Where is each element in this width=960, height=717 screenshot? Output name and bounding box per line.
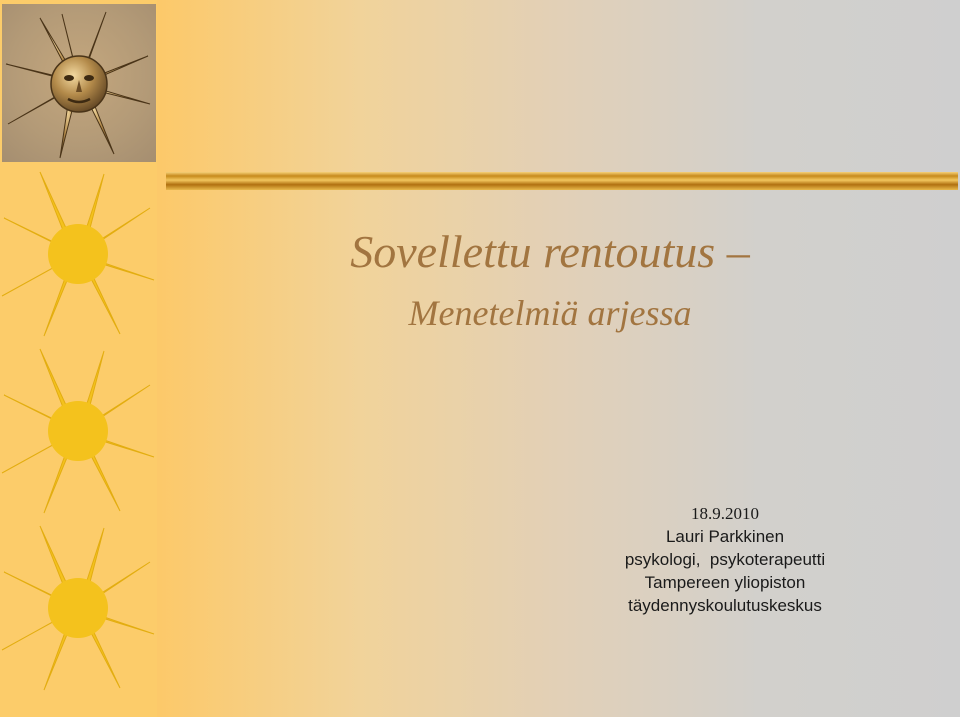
sun-icon (0, 522, 157, 692)
slide-title: Sovellettu rentoutus – (350, 226, 750, 277)
author-name: Lauri Parkkinen (665, 527, 785, 546)
sun-face-photo (2, 4, 156, 162)
gold-divider-bar (166, 172, 958, 190)
institution-line-1: Tampereen yliopiston (644, 573, 806, 592)
sun-icon (0, 168, 157, 338)
presentation-date: 18.9.2010 (691, 504, 759, 523)
sun-icon (0, 345, 157, 515)
slide-subtitle: Menetelmiä arjessa (408, 293, 692, 333)
institution-line-2: täydennyskoulutuskeskus (628, 596, 822, 615)
presenter-info (560, 502, 890, 617)
author-profession: psykologi, psykoterapeutti (624, 550, 826, 569)
